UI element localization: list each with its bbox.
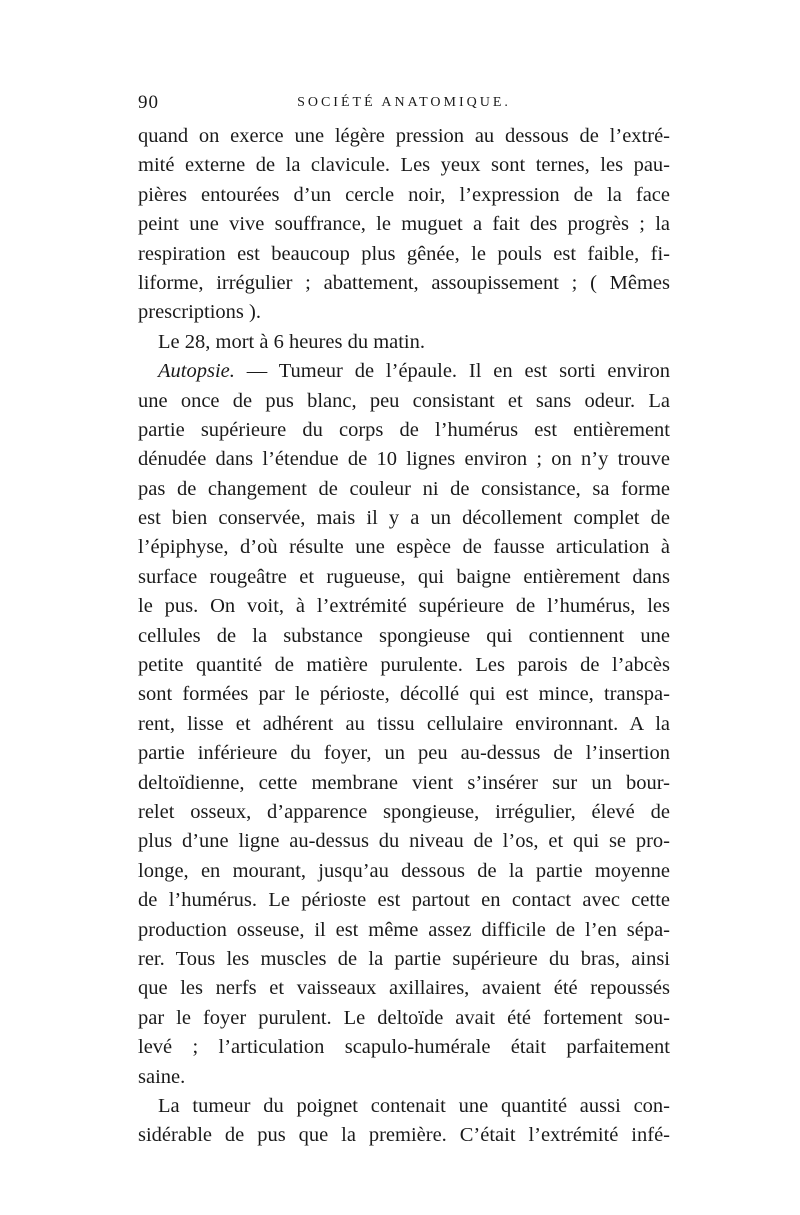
text-line: cellules de la substance spongieuse qui contiennent une — [138, 624, 670, 647]
text-line: une once de pus blanc, peu consistant et sans odeur. La — [138, 389, 670, 412]
text-line: par le foyer purulent. Le deltoïde avait été fortement sou- — [138, 1006, 670, 1029]
autopsy-line-text: — Tumeur de l’épaule. Il en est sorti environ — [246, 360, 670, 383]
text-line: respiration est beaucoup plus gênée, le pouls est faible, fi- — [138, 242, 670, 265]
text-line: de l’humérus. Le périoste est partout en contact avec cette — [138, 889, 670, 912]
text-line: deltoïdienne, cette membrane vient s’insérer sur un bour- — [138, 771, 670, 794]
page-number: 90 — [138, 92, 159, 113]
text-line: petite quantité de matière purulente. Les parois de l’abcès — [138, 654, 670, 677]
text-line: le pus. On voit, à l’extrémité supérieure de l’humérus, les — [138, 595, 670, 618]
text-line: quand on exerce une légère pression au dessous de l’extré- — [138, 125, 670, 147]
page-header — [138, 92, 670, 118]
text-line: plus d’une ligne au-dessus du niveau de l’os, et qui se pro- — [138, 830, 670, 853]
text-line: levé ; l’articulation scapulo-humérale était parfaitement — [138, 1036, 670, 1059]
text-line: relet osseux, d’apparence spongieuse, irrégulier, élevé de — [138, 800, 670, 823]
text-line: dénudée dans l’étendue de 10 lignes environ ; on n’y trouve — [138, 448, 670, 471]
autopsy-label: Autopsie. — [158, 360, 235, 383]
text-line — [138, 357, 670, 386]
text-line: saine. — [138, 1065, 186, 1088]
text-line: l’épiphyse, d’où résulte une espèce de fausse articulation à — [138, 536, 670, 559]
text-line: peint une vive souffrance, le muguet a fait des progrès ; la — [138, 213, 670, 236]
text-line: sidérable de pus que la première. C’était l’extrémité infé- — [138, 1124, 670, 1147]
text-line: surface rougeâtre et rugueuse, qui baigne entièrement dans — [138, 565, 670, 588]
text-line: La tumeur du poignet contenait une quantité aussi con- — [158, 1094, 670, 1117]
text-line: mité externe de la clavicule. Les yeux sont ternes, les pau- — [138, 154, 670, 177]
body-text — [138, 122, 670, 1151]
text-line: longe, en mourant, jusqu’au dessous de la partie moyenne — [138, 859, 670, 882]
text-line: que les nerfs et vaisseaux axillaires, avaient été repoussés — [138, 977, 670, 1000]
text-line: pières entourées d’un cercle noir, l’expression de la face — [138, 183, 670, 206]
text-line: rer. Tous les muscles de la partie supérieure du bras, ainsi — [138, 947, 670, 970]
text-line: partie inférieure du foyer, un peu au-dessus de l’insertion — [138, 742, 670, 765]
text-line: production osseuse, il est même assez difficile de l’en sépa- — [138, 918, 670, 941]
text-line: rent, lisse et adhérent au tissu cellulaire environnant. A la — [138, 712, 670, 735]
text-line: Le 28, mort à 6 heures du matin. — [158, 330, 426, 353]
text-line: est bien conservée, mais il y a un décollement complet de — [138, 507, 670, 530]
running-head: SOCIÉTÉ ANATOMIQUE. — [297, 95, 511, 110]
text-line: prescriptions ). — [138, 301, 261, 324]
text-line: liforme, irrégulier ; abattement, assoupissement ; ( Mêmes — [138, 271, 670, 294]
text-line: pas de changement de couleur ni de consistance, sa forme — [138, 477, 670, 500]
text-line: partie supérieure du corps de l’humérus est entièrement — [138, 418, 670, 441]
text-line: sont formées par le périoste, décollé qui est mince, transpa- — [138, 683, 670, 706]
